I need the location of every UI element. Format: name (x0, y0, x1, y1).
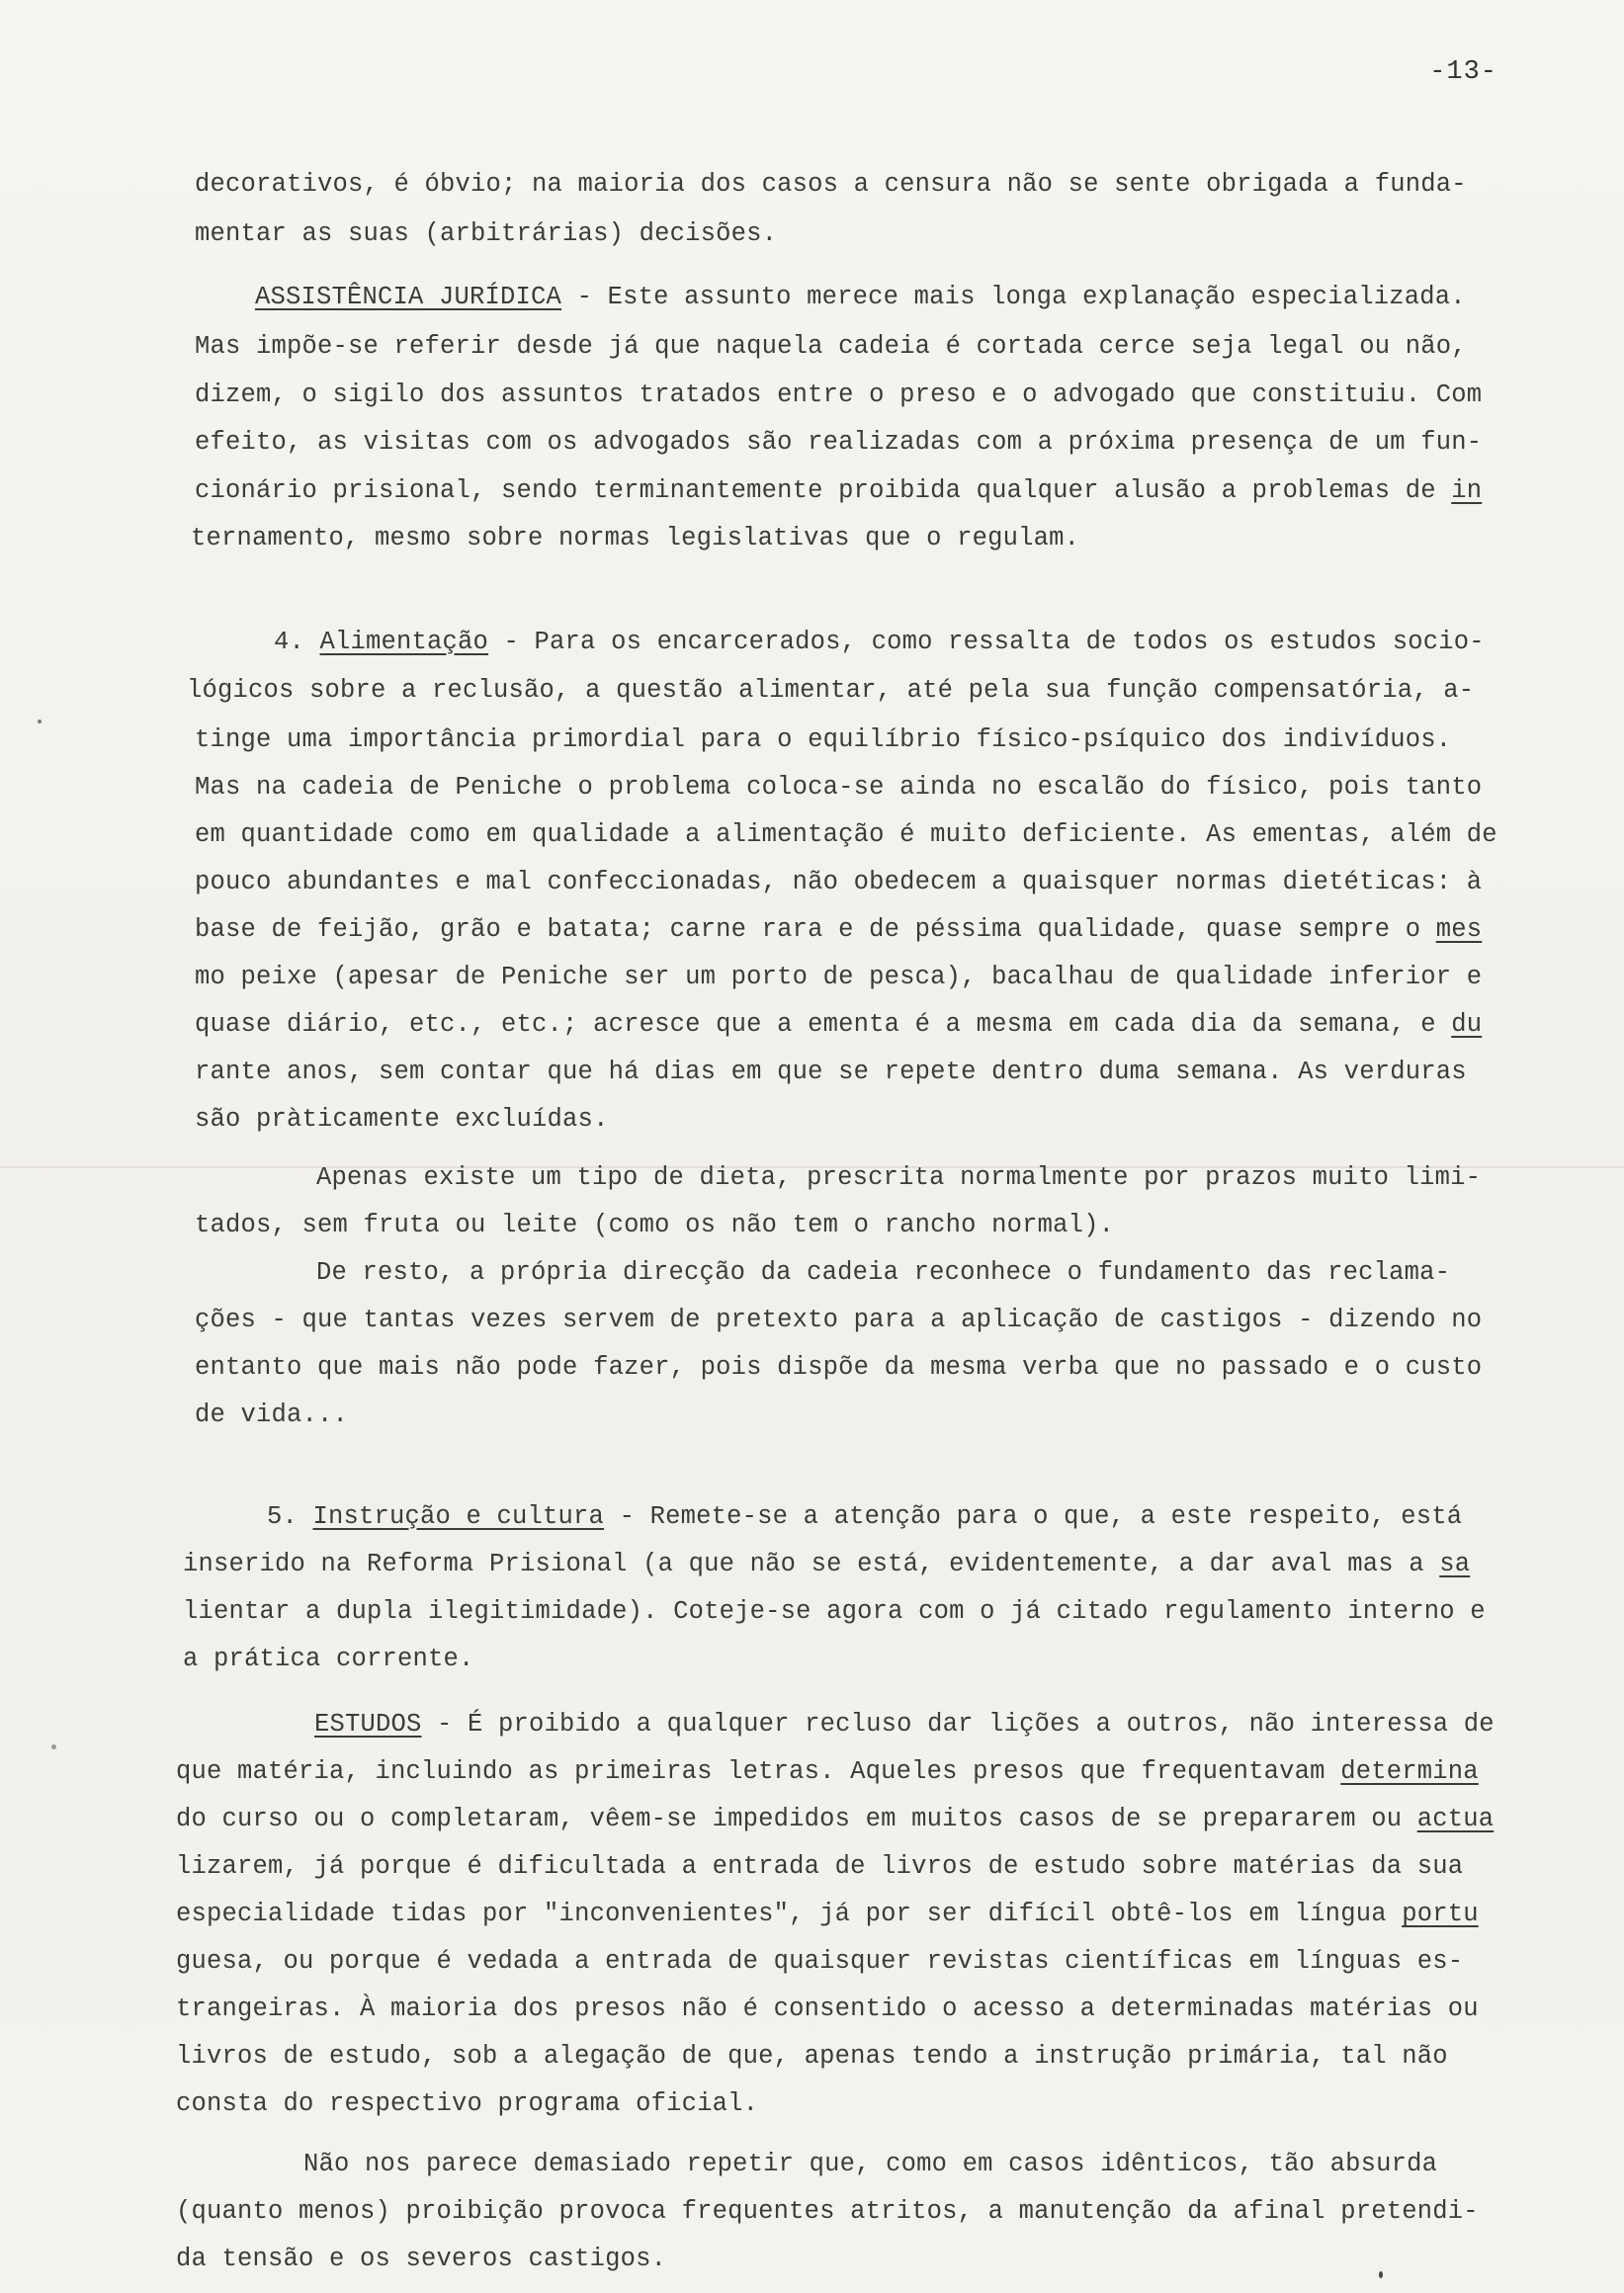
text-line (195, 1058, 1467, 1087)
line-text: Não nos parece demasiado repetir que, como em casos idênticos, tão absurda (303, 2150, 1438, 2178)
line-text: lógicos sobre a reclusão, a questão alimentar, até pela sua função compensatória, a- (187, 676, 1475, 705)
hyphenation-fragment: determina (1340, 1757, 1479, 1786)
line-text: entanto que mais não pode fazer, pois dispõe da mesma verba que no passado e o custo (195, 1353, 1483, 1382)
line-text: da tensão e os severos castigos. (176, 2245, 667, 2273)
line-text: lizarem, já porque é dificultada a entrada de livros de estudo sobre matérias da sua (176, 1852, 1464, 1881)
text-line (176, 2089, 758, 2119)
text-line (195, 1211, 1114, 1240)
line-text: mentar as suas (arbitrárias) decisões. (195, 219, 778, 248)
text-line (316, 1163, 1481, 1193)
section-number: 5. (267, 1502, 313, 1531)
text-line (195, 428, 1482, 458)
line-text: consta do respectivo programa oficial. (176, 2089, 759, 2118)
line-text: base de feijão, grão e batata; carne rara e de péssima qualidade, quase sempre o (195, 915, 1436, 944)
text-line (195, 773, 1482, 803)
hyphenation-fragment: mes (1435, 915, 1483, 944)
line-text: mo peixe (apesar de Peniche ser um porto de pesca), bacalhau de qualidade inferior e (195, 963, 1483, 991)
text-line (183, 1550, 1470, 1579)
text-line (195, 1010, 1482, 1040)
line-text: em quantidade como em qualidade a alimentação é muito deficiente. As ementas, além de (195, 820, 1497, 849)
text-line (274, 628, 1485, 657)
text-line (176, 1900, 1479, 1929)
text-line (176, 1757, 1479, 1787)
line-text: Mas impõe-se referir desde já que naquela cadeia é cortada cerce seja legal ou não, (195, 332, 1467, 361)
paper-speck (38, 720, 42, 723)
text-line (314, 1710, 1495, 1740)
hyphenation-fragment: sa (1439, 1550, 1471, 1578)
line-text: do curso ou o completaram, vêem-se impedidos em muitos casos de se prepararem ou (176, 1805, 1417, 1833)
section-heading: ESTUDOS (314, 1710, 422, 1739)
line-text: pouco abundantes e mal confeccionadas, não obedecem a quaisquer normas dietéticas: à (195, 868, 1483, 896)
line-text: especialidade tidas por "inconvenientes", já por ser difícil obtê-los em língua (176, 1900, 1403, 1928)
line-text: Mas na cadeia de Peniche o problema coloca-se ainda no escalão do físico, pois tanto (195, 773, 1483, 802)
text-line (176, 2245, 666, 2274)
text-line (191, 524, 1079, 553)
text-line (176, 1947, 1463, 1977)
line-text: - É proibido a qualquer recluso dar lições a outros, não interessa de (421, 1710, 1495, 1739)
section-heading: ASSISTÊNCIA JURÍDICA (255, 283, 562, 311)
hyphenation-fragment: portu (1402, 1900, 1479, 1928)
text-line (195, 915, 1482, 945)
text-line (183, 1597, 1486, 1627)
line-text: guesa, ou porque é vedada a entrada de quaisquer revistas científicas em línguas es- (176, 1947, 1464, 1976)
text-line (195, 1353, 1482, 1383)
line-text: rante anos, sem contar que há dias em que se repete dentro duma semana. As verduras (195, 1058, 1467, 1086)
section-heading: Alimentação (319, 628, 489, 656)
section-number: 4. (274, 628, 320, 656)
text-line (195, 1401, 348, 1430)
paper-speck (51, 1744, 56, 1749)
line-text: que matéria, incluindo as primeiras letras. Aqueles presos que frequentavam (176, 1757, 1341, 1786)
section-heading: Instrução e cultura (312, 1502, 605, 1531)
line-text: dizem, o sigilo dos assuntos tratados entre o preso e o advogado que constituiu. Com (195, 381, 1483, 409)
text-line (195, 332, 1467, 362)
text-line (195, 725, 1451, 755)
text-line (183, 1645, 474, 1674)
text-line (195, 170, 1467, 200)
line-text: - Remete-se a atenção para o que, a este respeito, está (604, 1502, 1463, 1531)
line-text: ternamento, mesmo sobre normas legislativas que o regulam. (191, 524, 1080, 552)
line-text: cionário prisional, sendo terminantemente proibida qualquer alusão a problemas de (195, 476, 1452, 505)
line-text: livros de estudo, sob a alegação de que, apenas tendo a instrução primária, tal não (176, 2042, 1448, 2071)
hyphenation-fragment: in (1451, 476, 1483, 505)
line-text: tinge uma importância primordial para o equilíbrio físico-psíquico dos indivíduos. (195, 725, 1452, 754)
hyphenation-fragment: actua (1416, 1805, 1495, 1833)
line-text: lientar a dupla ilegitimidade). Coteje-se agora com o já citado regulamento interno e (183, 1597, 1486, 1626)
text-line (195, 1306, 1482, 1335)
text-line (195, 820, 1497, 850)
line-text: decorativos, é óbvio; na maioria dos casos a censura não se sente obrigada a funda- (195, 170, 1467, 199)
line-text: a prática corrente. (183, 1645, 474, 1673)
line-text: (quanto menos) proibição provoca frequentes atritos, a manutenção da afinal pretendi- (176, 2197, 1479, 2226)
line-text: ções - que tantas vezes servem de pretexto para a aplicação de castigos - dizendo no (195, 1306, 1483, 1334)
line-text: trangeiras. À maioria dos presos não é consentido o acesso a determinadas matérias ou (176, 1995, 1479, 2023)
line-text: Apenas existe um tipo de dieta, prescrita normalmente por prazos muito limi- (316, 1163, 1482, 1192)
text-line (255, 283, 1466, 312)
line-text: - Para os encarcerados, como ressalta de todos os estudos socio- (488, 628, 1485, 656)
text-line (176, 1995, 1479, 2024)
text-line (176, 2197, 1479, 2227)
line-text: são pràticamente excluídas. (195, 1105, 609, 1134)
paper-speck (1379, 2271, 1383, 2278)
text-line (267, 1502, 1462, 1532)
text-line (195, 219, 777, 249)
text-line (195, 1105, 609, 1135)
line-text: De resto, a própria direcção da cadeia reconhece o fundamento das reclama- (316, 1258, 1451, 1287)
text-line (303, 2150, 1437, 2179)
line-text: de vida... (195, 1401, 349, 1429)
text-line (176, 2042, 1448, 2072)
text-line (195, 868, 1482, 897)
line-text: efeito, as visitas com os advogados são realizadas com a próxima presença de um fun- (195, 428, 1483, 457)
text-line (195, 963, 1482, 992)
text-line (195, 476, 1482, 506)
line-text: - Este assunto merece mais longa explanação especializada. (561, 283, 1466, 311)
text-line (316, 1258, 1450, 1288)
line-text: inserido na Reforma Prisional (a que não se está, evidentemente, a dar aval mas a (183, 1550, 1440, 1578)
text-line (195, 381, 1482, 410)
text-line (176, 1805, 1494, 1834)
page-number: -13- (1429, 57, 1497, 87)
hyphenation-fragment: du (1451, 1010, 1483, 1039)
text-line (176, 1852, 1463, 1882)
text-line (187, 676, 1474, 706)
line-text: quase diário, etc., etc.; acresce que a ementa é a mesma em cada dia da semana, e (195, 1010, 1452, 1039)
line-text: tados, sem fruta ou leite (como os não tem o rancho normal). (195, 1211, 1115, 1239)
